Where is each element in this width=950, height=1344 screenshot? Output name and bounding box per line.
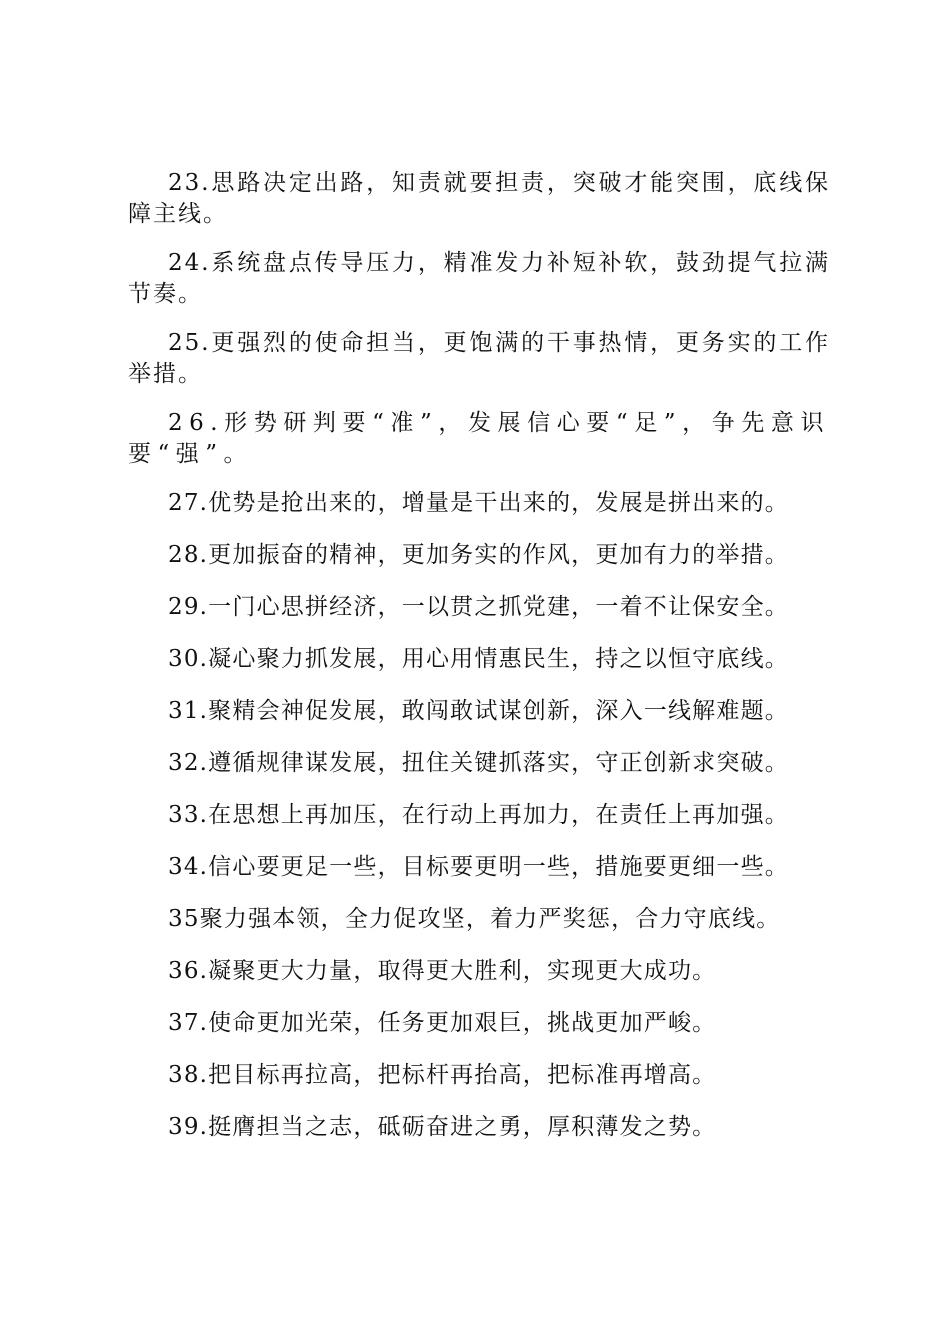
paragraph-23: 23.思路决定出路，知责就要担责，突破才能突围，底线保障主线。 (128, 170, 830, 227)
paragraph-36: 36.凝聚更大力量，取得更大胜利，实现更大成功。 (168, 958, 717, 984)
paragraph-26: 26.形势研判要“准”，发展信心要“足”，争先意识要“强”。 (128, 410, 830, 467)
paragraph-31: 31.聚精会神促发展，敢闯敢试谋创新，深入一线解难题。 (168, 698, 789, 724)
paragraph-38: 38.把目标再拉高，把标杆再抬高，把标准再增高。 (168, 1062, 717, 1088)
paragraph-32: 32.遵循规律谋发展，扭住关键抓落实，守正创新求突破。 (168, 750, 789, 776)
paragraph-37: 37.使命更加光荣，任务更加艰巨，挑战更加严峻。 (168, 1010, 717, 1036)
paragraph-30: 30.凝心聚力抓发展，用心用情惠民生，持之以恒守底线。 (168, 646, 789, 672)
paragraph-27: 27.优势是抢出来的，增量是干出来的，发展是拼出来的。 (168, 490, 789, 516)
paragraph-24: 24.系统盘点传导压力，精准发力补短补软，鼓劲提气拉满节奏。 (128, 250, 830, 307)
paragraph-33: 33.在思想上再加压，在行动上再加力，在责任上再加强。 (168, 802, 789, 828)
paragraph-35: 35聚力强本领，全力促攻坚，着力严奖惩，合力守底线。 (168, 906, 781, 932)
paragraph-29: 29.一门心思拼经济，一以贯之抓党建，一着不让保安全。 (168, 594, 789, 620)
paragraph-25: 25.更强烈的使命担当，更饱满的干事热情，更务实的工作举措。 (128, 330, 830, 387)
document-body (128, 168, 830, 1164)
paragraph-34: 34.信心要更足一些，目标要更明一些，措施要更细一些。 (168, 854, 789, 880)
paragraph-28: 28.更加振奋的精神，更加务实的作风，更加有力的举措。 (168, 542, 789, 568)
paragraph-39: 39.挺膺担当之志，砥砺奋进之勇，厚积薄发之势。 (168, 1114, 717, 1140)
